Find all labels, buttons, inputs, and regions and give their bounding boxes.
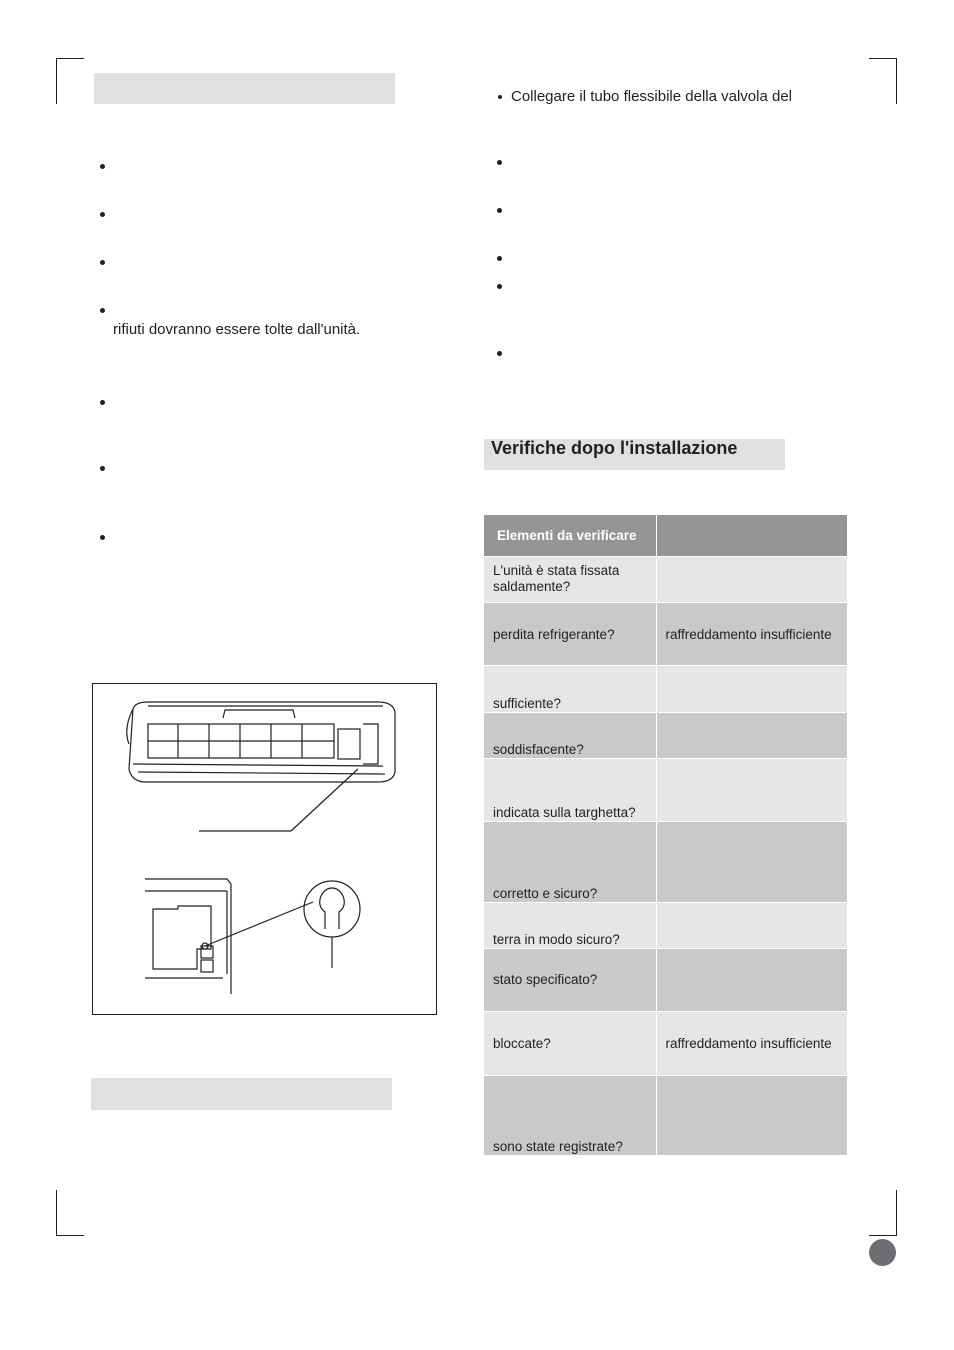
crop-mark-bottom-left-v	[56, 1190, 57, 1236]
crop-mark-bottom-left-h	[56, 1235, 84, 1236]
table-row	[484, 557, 847, 603]
crop-mark-top-right-v	[896, 58, 897, 104]
row-10-effect	[656, 1076, 847, 1156]
table-row	[484, 759, 847, 822]
right-bullet-4	[497, 284, 502, 289]
crop-mark-bottom-right-v	[896, 1190, 897, 1236]
table-row	[484, 1076, 847, 1156]
table-row	[484, 903, 847, 949]
row-7-effect	[656, 903, 847, 949]
table-row	[484, 1012, 847, 1076]
right-bullet-5	[497, 351, 502, 356]
crop-mark-top-right-h	[869, 58, 897, 59]
row-7-item: terra in modo sicuro?	[484, 903, 656, 949]
bullet-5	[100, 400, 105, 405]
row-1-item: L'unità è stata fissata saldamente?	[484, 557, 656, 603]
row-3-item: sufficiente?	[484, 666, 656, 713]
verification-table	[484, 515, 848, 1156]
list-item-4-line-2: rifiuti dovranno essere tolte dall'unità.	[113, 321, 361, 338]
bullet-1	[100, 164, 105, 169]
row-4-item: soddisfacente?	[484, 713, 656, 759]
crop-mark-top-left-h	[56, 58, 84, 59]
row-4-effect	[656, 713, 847, 759]
indoor-unit-figure	[92, 683, 437, 1015]
table-row	[484, 713, 847, 759]
table-header-row	[484, 515, 847, 557]
crop-mark-top-left-v	[56, 58, 57, 104]
right-bullet-2	[497, 208, 502, 213]
row-2-effect: raffreddamento insufficiente	[656, 603, 847, 666]
crop-mark-bottom-right-h	[869, 1235, 897, 1236]
bullet-3	[100, 260, 105, 265]
verification-heading: Verifiche dopo l'installazione	[491, 438, 738, 458]
bullet-6	[100, 466, 105, 471]
row-3-effect	[656, 666, 847, 713]
row-8-effect	[656, 949, 847, 1012]
section-band-top	[94, 73, 395, 104]
bullet-7	[100, 535, 105, 540]
section-band-bottom	[91, 1078, 392, 1110]
bullet-4	[100, 308, 105, 313]
right-bullet-1	[497, 160, 502, 165]
indoor-unit-illustration	[93, 684, 436, 1014]
header-items: Elementi da verificare	[484, 515, 656, 557]
row-9-item: bloccate?	[484, 1012, 656, 1076]
table-row	[484, 822, 847, 903]
row-6-effect	[656, 822, 847, 903]
table-row	[484, 603, 847, 666]
table-row	[484, 666, 847, 713]
row-5-effect	[656, 759, 847, 822]
intro-bullet-dot	[498, 95, 502, 99]
row-2-item: perdita refrigerante?	[484, 603, 656, 666]
row-6-item: corretto e sicuro?	[484, 822, 656, 903]
right-bullet-3	[497, 256, 502, 261]
row-9-effect: raffreddamento insufficiente	[656, 1012, 847, 1076]
table-row	[484, 949, 847, 1012]
row-8-item: stato specificato?	[484, 949, 656, 1012]
row-10-item: sono state registrate?	[484, 1076, 656, 1156]
row-5-item: indicata sulla targhetta?	[484, 759, 656, 822]
page-number-circle	[869, 1239, 896, 1266]
header-effects	[656, 515, 847, 557]
row-1-effect	[656, 557, 847, 603]
bullet-2	[100, 212, 105, 217]
intro-bullet-text: Collegare il tubo flessibile della valvola del	[511, 88, 792, 105]
